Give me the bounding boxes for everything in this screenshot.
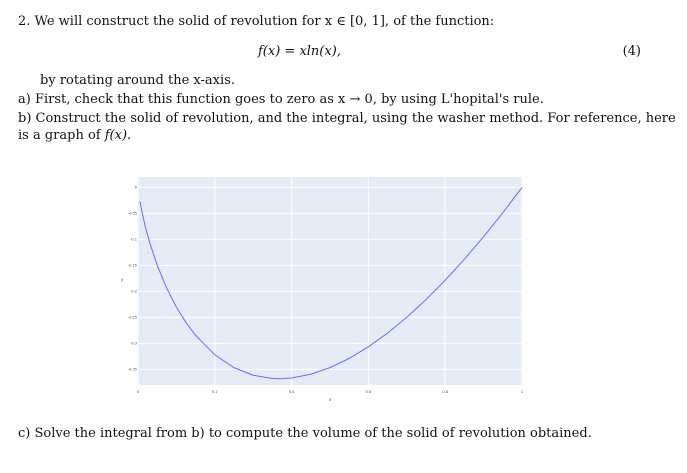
part-b-suffix: . bbox=[127, 128, 132, 143]
plot-background bbox=[138, 177, 522, 385]
x-tick-label: 0.6 bbox=[365, 390, 372, 394]
equation: f(x) = xln(x), bbox=[258, 44, 341, 59]
y-axis-label: y bbox=[120, 277, 124, 282]
y-tick-label: -0.15 bbox=[127, 263, 137, 268]
x-tick-label: 1 bbox=[520, 390, 524, 394]
equation-number: (4) bbox=[622, 44, 641, 59]
problem-intro: 2. We will construct the solid of revolution for x ∈ [0, 1], of the function: bbox=[18, 14, 495, 29]
y-tick-label: -0.35 bbox=[127, 367, 137, 372]
x-tick-label: 0.4 bbox=[288, 390, 295, 394]
y-tick-label: -0.1 bbox=[130, 237, 137, 242]
x-tick-label: 0 bbox=[136, 390, 140, 394]
y-tick-label: -0.05 bbox=[127, 211, 137, 216]
x-axis-label: x bbox=[328, 397, 332, 402]
y-tick-label: -0.3 bbox=[130, 341, 137, 346]
part-b-text-continued bbox=[18, 128, 131, 144]
function-plot bbox=[118, 175, 528, 405]
part-b-text: b) Construct the solid of revolution, and the integral, using the washer method. For reference, here bbox=[18, 111, 676, 126]
y-tick-label: 0 bbox=[134, 185, 137, 190]
part-b-prefix: is a graph of bbox=[18, 128, 105, 143]
y-tick-label: -0.2 bbox=[130, 289, 137, 294]
function-name: f(x) bbox=[104, 128, 128, 143]
rotate-instruction: by rotating around the x-axis. bbox=[40, 73, 235, 88]
y-tick-label: -0.25 bbox=[127, 315, 137, 320]
x-tick-label: 0.2 bbox=[212, 390, 218, 394]
part-c-text: c) Solve the integral from b) to compute the volume of the solid of revolution obtained. bbox=[18, 426, 592, 441]
part-a-text: a) First, check that this function goes to zero as x → 0, by using L'hopital's rule. bbox=[18, 92, 544, 107]
plot-svg bbox=[118, 175, 528, 405]
x-tick-label: 0.8 bbox=[442, 390, 448, 394]
